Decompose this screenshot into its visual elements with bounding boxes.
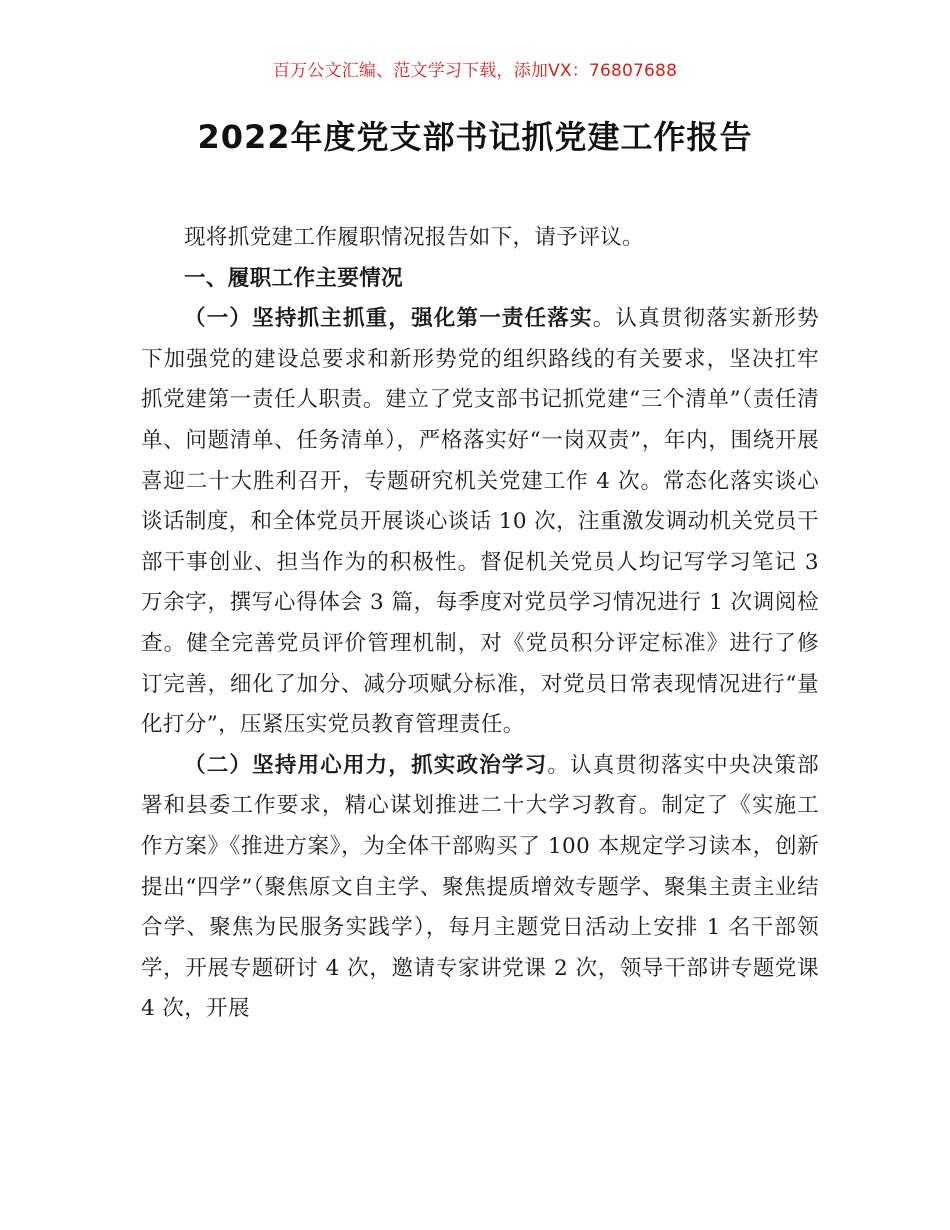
paragraph-text: 。认真贯彻落实中央决策部署和县委工作要求，精心谋划推进二十大学习教育。制定了《实施工作方案》《推进方案》，为全体干部购买了 100 本规定学习读本，创新提出“四学”（聚焦原文自主学、聚焦提质增效专题学、聚集主责主业结合学、聚焦为民服务实践学），每月主题党日活动上安排 1 名干部领学，开展专题研讨 4 次，邀请专家讲党课 2 次，领导干部讲专题党课 4 次，开展 <box>141 752 819 1022</box>
document-title: 2022年度党支部书记抓党建工作报告 <box>197 118 753 156</box>
paragraph-lead: （二）坚持用心用力，抓实政治学习 <box>184 752 548 778</box>
paragraph-item-1 <box>141 299 819 746</box>
document-body <box>141 218 819 1030</box>
intro-paragraph: 现将抓党建工作履职情况报告如下，请予评议。 <box>184 225 644 250</box>
paragraph-text: 。认真贯彻落实新形势下加强党的建设总要求和新形势党的组织路线的有关要求，坚决扛牢抓党建第一责任人职责。建立了党支部书记抓党建“三个清单”（责任清单、问题清单、任务清单），严格落实好“一岗双责”，年内，围绕开展喜迎二十大胜利召开，专题研究机关党建工作 4 次。常态化落实谈心谈话制度，和全体党员开展谈心谈话 10 次，注重激发调动机关党员干部干事创业、担当作为的积极性。督促机关党员人均记写学习笔记 3 万余字，撰写心得体会 3 篇，每季度对党员学习情况进行 1 次调阅检查。健全完善党员评价管理机制，对《党员积分评定标准》进行了修订完善，细化了加分、减分项赋分标准，对党员日常表现情况进行“量化打分”，压紧压实党员教育管理责任。 <box>141 306 819 738</box>
section-heading: 一、履职工作主要情况 <box>184 265 404 291</box>
promo-banner: 百万公文汇编、范文学习下载，添加VX：76807688 <box>272 61 678 81</box>
paragraph-item-2 <box>141 746 819 1030</box>
paragraph-lead: （一）坚持抓主抓重，强化第一责任落实 <box>184 306 593 332</box>
